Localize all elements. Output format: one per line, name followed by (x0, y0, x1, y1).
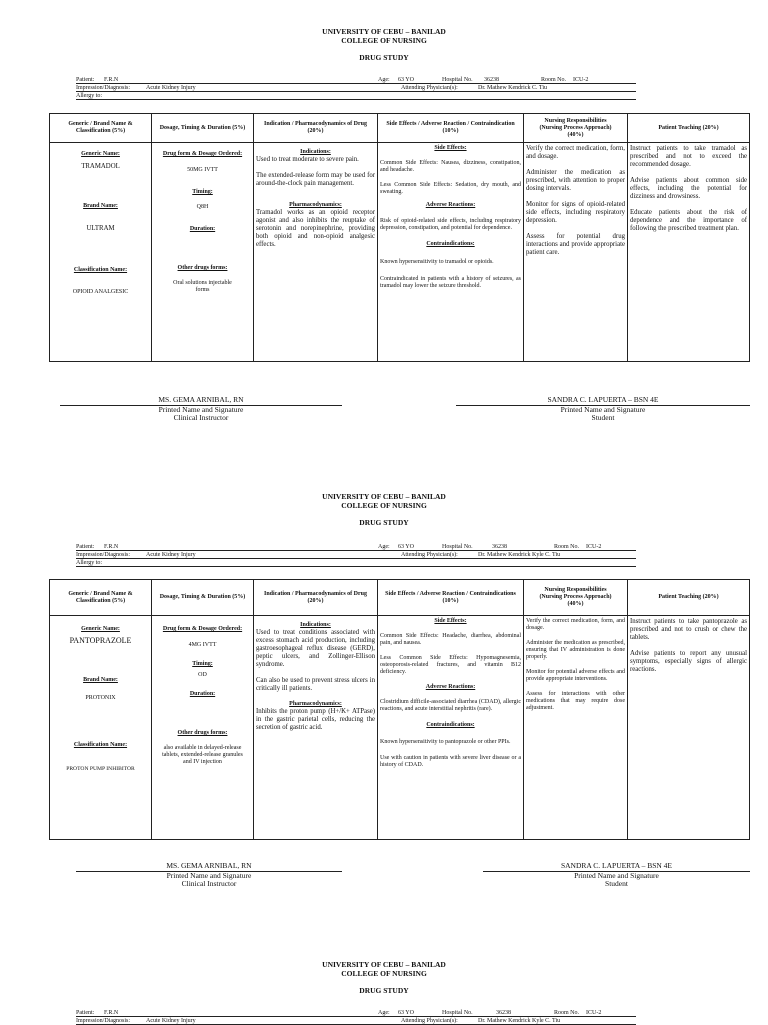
student-signature: SANDRA C. LAPUERTA – BSN 4E Printed Name and Signature Student (456, 396, 750, 423)
physician-value: Dr. Mathew Kendrick C. Tiu (478, 85, 547, 91)
generic-name: PANTOPRAZOLE (69, 636, 132, 645)
brand-name: ULTRAM (86, 225, 115, 232)
age-value: 63 YO (398, 77, 414, 83)
sheet-header (0, 27, 768, 62)
cell-dosage: Drug form & Dosage Ordered: 4MG IVTT Timing: OD Duration: Other drugs forms: also available in delayed-release tablets, extended-release granules and IV injection (152, 616, 254, 840)
drug-study-table (49, 113, 750, 362)
cell-indication: Indications: Used to treat conditions associated with excess stomach acid production, including gastroesophageal reflux disease (GERD), peptic ulcers, and Zollinger-Ellison syndrome. Can also be used to prevent stress ulcers in critically ill patients. Pharmacodynamics: Inhibits the proton pump (H+/K+ ATPase) in the gastric parietal cells, reducing the secretion of gastric acid. (254, 616, 378, 840)
timing-value: Q8H (196, 204, 209, 210)
sheet-header (0, 492, 768, 527)
sheet-header (0, 960, 768, 995)
instructor-signature: MS. GEMA ARNIBAL, RN Printed Name and Signature Clinical Instructor (76, 862, 342, 889)
patient-info: Patient: F.R.N Age: 63 YO Hospital No. 36238 Room No. ICU-2 Impression/Diagnosis: Acute Kidney Injury Attending Physician(s): Dr. Mathew Kendrick C. Tiu Allergy to: (76, 76, 636, 100)
university-name: UNIVERSITY OF CEBU – BANILAD (322, 960, 446, 969)
room-value: ICU-2 (573, 77, 589, 83)
college-name: COLLEGE OF NURSING (341, 36, 427, 45)
document-title: DRUG STUDY (359, 518, 409, 527)
patient-value: F.R.N (104, 77, 119, 83)
col-dosage: Dosage, Timing & Duration (5%) (152, 114, 254, 143)
col-generic-brand: Generic / Brand Name & Classification (5%) (50, 114, 152, 143)
cell-side-effects: Side Effects: Common Side Effects: Nausea, dizziness, constipation, and headache. Less Common Side Effects: Sedation, dry mouth, and sweating. Adverse Reactions: Risk of opioid-related side effects, including respiratory depression, constipation, and potential for dependence. Contraindications: Known hypersensitivity to tramadol or opioids. Contraindicated in patients with a history of seizures, as tramadol may lower the seizure threshold. (378, 143, 524, 362)
cell-dosage: Drug form & Dosage Ordered: 50MG IVTT Timing: Q8H Duration: Other drugs forms: Oral solutions injectable forms (152, 143, 254, 362)
cell-names: Generic Name: TRAMADOL Brand Name: ULTRAM Classification Name: OPIOID ANALGESIC (50, 143, 152, 362)
university-name: UNIVERSITY OF CEBU – BANILAD (322, 27, 446, 36)
cell-names: Generic Name: PANTOPRAZOLE Brand Name: PROTONIX Classification Name: PROTON PUMP INHIBITOR (50, 616, 152, 840)
document-title: DRUG STUDY (359, 986, 409, 995)
cell-nursing: Verify the correct medication, form, and dosage. Administer the medication as prescribed, with attention to proper dosing intervals. Monitor for signs of opioid-related side effects, including respiratory depression. Assess for potential drug interactions and provide appropriate patient care. (524, 143, 628, 362)
cell-teaching: Instruct patients to take pantoprazole as prescribed and not to crush or chew the tablets. Advise patients to report any unusual symptoms, especially signs of allergic reactions. (628, 616, 750, 840)
university-name: UNIVERSITY OF CEBU – BANILAD (322, 492, 446, 501)
patient-info: Patient: F.R.N Age: 63 YO Hospital No. 36238 Room No. ICU-2 Impression/Diagnosis: Acute Kidney Injury Attending Physician(s): Dr. Mathew Kendrick Kyle C. Tiu (76, 1009, 636, 1025)
cell-nursing: Verify the correct medication, form, and dosage. Administer the medication as prescribed, ensuring that IV administration is done properly. Monitor for potential adverse effects and provide appropriate interventions. Assess for interactions with other medications that may require dose adjustment. (524, 616, 628, 840)
cell-indication: Indications: Used to treat moderate to severe pain. The extended-release form may be used for around-the-clock pain management. Pharmacodynamics: Tramadol works as an opioid receptor agonist and also inhibits the reuptake of serotonin and norepinephrine, providing both opioid and non-opioid analgesic effects. (254, 143, 378, 362)
col-teaching: Patient Teaching (20%) (628, 114, 750, 143)
college-name: COLLEGE OF NURSING (341, 501, 427, 510)
diagnosis-value: Acute Kidney Injury (146, 85, 196, 91)
col-nursing: Nursing Responsibilities (Nursing Process Approach) (40%) (524, 114, 628, 143)
other-forms: Oral solutions injectable forms (173, 280, 232, 293)
classification-name: OPIOID ANALGESIC (72, 289, 129, 295)
col-side-effects: Side Effects / Adverse Reaction / Contraindication (10%) (378, 114, 524, 143)
student-signature: SANDRA C. LAPUERTA – BSN 4E Printed Name and Signature Student (483, 862, 750, 889)
document-title: DRUG STUDY (359, 53, 409, 62)
patient-info: Patient: F.R.N Age: 63 YO Hospital No. 36238 Room No. ICU-2 Impression/Diagnosis: Acute Kidney Injury Attending Physician(s): Dr. Mathew Kendrick Kyle C. Tiu Allergy to: (76, 543, 636, 567)
drug-study-table: Generic / Brand Name & Classification (5%) Dosage, Timing & Duration (5%) Indication / Pharmacodynamics of Drug (20%) Side Effects / Adverse Reaction / Contraindications (10%) Nursing Responsibilities (Nursing Process Approach) (40%) Patient Teaching (20%) Generic Name: PANTOPRAZOLE Brand Name: PROTONIX Classification Name: PROTON PUMP INHIBITOR Drug form & Dosage Ordered: 4MG IVTT Timing: OD Duration: Other drugs forms: also available in delayed-release tablets, extended-release granules and IV injection Indications: Used to treat conditions associated with excess stomach acid production, including gastroesophageal reflux disease (GERD), peptic ulcers, and Zollinger-Ellison syndrome. Can also be used to prevent stress ulcers in critically ill patients. Pharmacodynamics: Inhibits the proton pump (H+/K+ ATPase) in the gastric parietal cells, reducing the secretion of gastric acid. Side Effects: Common Side Effects: Headache, diarrhea, abdominal pain, and nausea. Less Common Side Effects: Hypomagnesemia, osteoporosis-related fractures, and vitamin B12 deficiency. Adverse Reactions: Clostridium difficile-associated diarrhea (CDAD), allergic reactions, and acute interstitial nephritis (rare). Contraindications: Known hypersensitivity to pantoprazole or other PPIs. Use with caution in patients with severe liver disease or a history of CDAD. Verify the correct medication, form, and dosage. Administer the medication as prescribed, ensuring that IV administration is done properly. Monitor for potential adverse effects and provide appropriate interventions. Assess for interactions with other medications that may require dose adjustment. Instruct patients to take pantoprazole as prescribed and not to crush or chew the tablets. Advise patients to report any unusual symptoms, especially signs of allergic reactions. (49, 579, 750, 840)
other-forms: also available in delayed-release tablets, extended-release granules and IV injection (162, 745, 243, 765)
college-name: COLLEGE OF NURSING (341, 969, 427, 978)
dose-value: 50MG IVTT (187, 167, 218, 173)
classification-name: PROTON PUMP INHIBITOR (66, 766, 135, 772)
cell-teaching: Instruct patients to take tramadol as prescribed and not to exceed the recommended dosage. Advise patients about common side effects, including the potential for dizziness and drowsiness. Educate patients about the risk of dependence and the importance of following the prescribed treatment plan. (628, 143, 750, 362)
col-indication: Indication / Pharmacodynamics of Drug (20%) (254, 114, 378, 143)
instructor-signature: MS. GEMA ARNIBAL, RN Printed Name and Signature Clinical Instructor (60, 396, 342, 423)
cell-side-effects: Side Effects: Common Side Effects: Headache, diarrhea, abdominal pain, and nausea. Less Common Side Effects: Hypomagnesemia, osteoporosis-related fractures, and vitamin B12 deficiency. Adverse Reactions: Clostridium difficile-associated diarrhea (CDAD), allergic reactions, and acute interstitial nephritis (rare). Contraindications: Known hypersensitivity to pantoprazole or other PPIs. Use with caution in patients with severe liver disease or a history of CDAD. (378, 616, 524, 840)
brand-name: PROTONIX (85, 695, 116, 701)
hospital-no-value: 36238 (484, 77, 499, 83)
timing-value: OD (198, 672, 207, 678)
dose-value: 4MG IVTT (188, 642, 217, 648)
generic-name: TRAMADOL (81, 163, 120, 170)
